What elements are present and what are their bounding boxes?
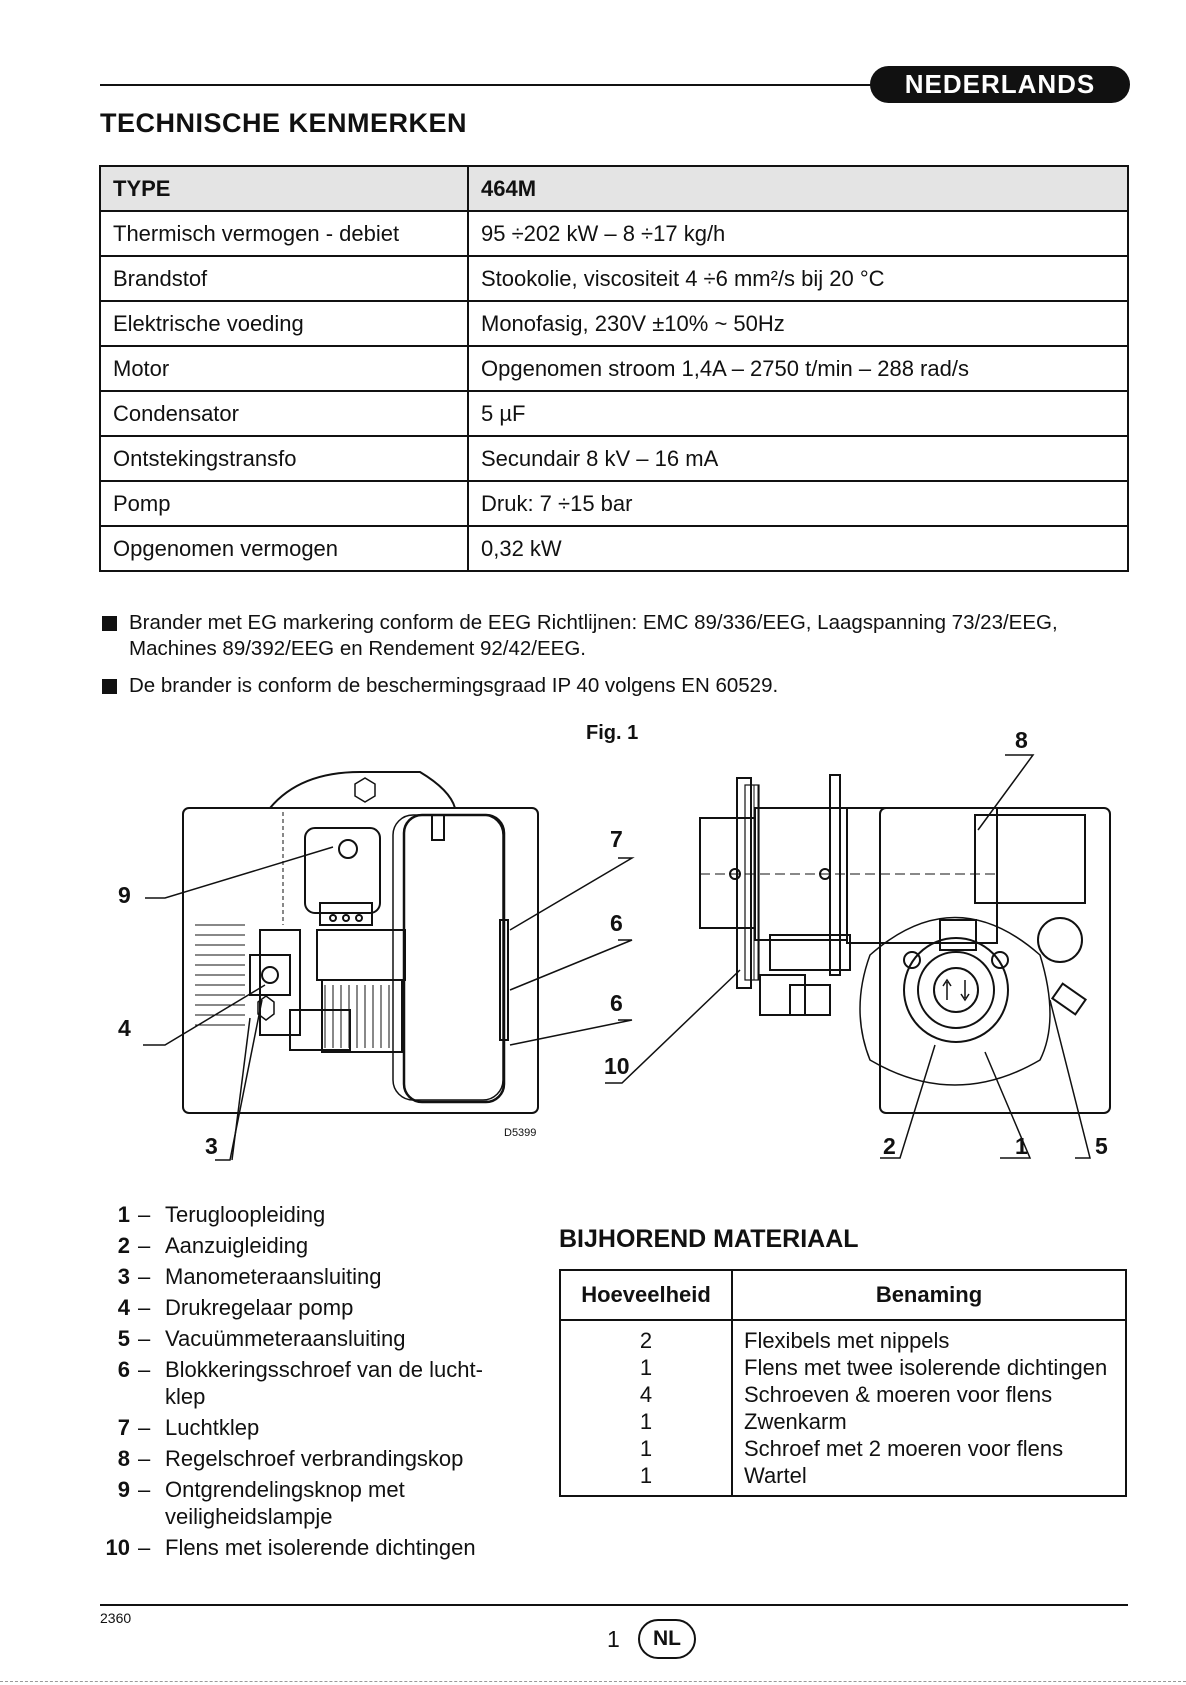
spec-value: 5 µF xyxy=(468,391,1128,436)
page-number: 1 xyxy=(607,1626,620,1652)
callout-6: 6 xyxy=(610,910,623,936)
name-cell: Wartel xyxy=(732,1462,1126,1496)
part-number: 1 xyxy=(117,1202,130,1227)
spec-value: 95 ÷202 kW – 8 ÷17 kg/h xyxy=(468,211,1128,256)
bullet-square-icon xyxy=(102,616,117,631)
callout-6b: 6 xyxy=(610,990,623,1016)
name-cell: Schroef met 2 moeren voor flens xyxy=(732,1435,1126,1462)
spec-value: 0,32 kW xyxy=(468,526,1128,571)
table-row xyxy=(560,1435,1126,1462)
part-dash: – xyxy=(138,1477,151,1502)
callout-10: 10 xyxy=(604,1053,630,1079)
callout-4: 4 xyxy=(118,1015,131,1041)
spec-row xyxy=(100,391,1128,436)
page-title: TECHNISCHE KENMERKEN xyxy=(100,108,468,138)
part-text: Manometeraansluiting xyxy=(165,1264,382,1289)
part-text: Aanzuigleiding xyxy=(165,1233,309,1258)
spec-header-label: TYPE xyxy=(100,166,468,211)
accessories-table xyxy=(559,1269,1127,1497)
spec-label: Motor xyxy=(100,346,468,391)
part-text xyxy=(165,1476,405,1530)
spec-row xyxy=(100,211,1128,256)
qty-cell: 2 xyxy=(560,1320,732,1354)
spec-row xyxy=(100,256,1128,301)
accessories-title: BIJHOREND MATERIAAL xyxy=(559,1225,859,1253)
spec-label: Thermisch vermogen - debiet xyxy=(100,211,468,256)
spec-label: Pomp xyxy=(100,481,468,526)
part-number: 3 xyxy=(117,1264,130,1289)
part-number: 5 xyxy=(117,1326,130,1351)
name-cell: Flens met twee isolerende dichtingen xyxy=(732,1354,1126,1381)
qty-cell: 4 xyxy=(560,1381,732,1408)
callout-7: 7 xyxy=(610,826,623,852)
spec-row xyxy=(100,526,1128,571)
side-view-drawing xyxy=(700,775,1110,1113)
table-row xyxy=(560,1381,1126,1408)
note-text: Brander met EG markering conform de EEG Richtlijnen: EMC 89/336/EEG, Laagspanning 73/23/EEG, Machines 89/392/EEG en Rendement 92/42/EEG. xyxy=(129,611,1058,660)
header-rule xyxy=(100,84,900,86)
part-dash: – xyxy=(138,1535,151,1560)
part-number: 6 xyxy=(117,1357,130,1382)
column-header-name: Benaming xyxy=(732,1270,1126,1320)
spec-row xyxy=(100,301,1128,346)
part-dash: – xyxy=(138,1264,151,1289)
footer-rule xyxy=(100,1604,1128,1606)
column-header-qty: Hoeveelheid xyxy=(560,1270,732,1320)
part-text: Terugloopleiding xyxy=(165,1202,326,1227)
spec-row xyxy=(100,481,1128,526)
spec-label: Elektrische voeding xyxy=(100,301,468,346)
qty-cell: 1 xyxy=(560,1435,732,1462)
name-cell: Zwenkarm xyxy=(732,1408,1126,1435)
spec-label: Opgenomen vermogen xyxy=(100,526,468,571)
note-item xyxy=(100,610,1130,662)
part-text: Flens met isolerende dichtingen xyxy=(165,1535,476,1560)
bullet-square-icon xyxy=(102,679,117,694)
callout-1: 1 xyxy=(1015,1133,1028,1159)
part-text: Regelschroef verbrandingskop xyxy=(165,1446,464,1471)
part-number: 9 xyxy=(117,1477,130,1502)
front-view-drawing xyxy=(183,772,538,1113)
callout-3: 3 xyxy=(205,1133,218,1159)
part-dash: – xyxy=(138,1233,151,1258)
note-text: De brander is conform de beschermingsgraad IP 40 volgens EN 60529. xyxy=(129,674,779,697)
spec-value: Monofasig, 230V ±10% ~ 50Hz xyxy=(468,301,1128,346)
spec-value: Stookolie, viscositeit 4 ÷6 mm²/s bij 20 °C xyxy=(468,256,1128,301)
spec-label: Condensator xyxy=(100,391,468,436)
language-badge: NEDERLANDS xyxy=(870,66,1130,103)
spec-header-row xyxy=(100,166,1128,211)
callout-2: 2 xyxy=(883,1133,896,1159)
part-text-line1: Blokkeringsschroef van de lucht- xyxy=(165,1357,483,1382)
table-row xyxy=(560,1462,1126,1496)
spec-table xyxy=(99,165,1129,572)
part-number: 4 xyxy=(117,1295,130,1320)
qty-cell: 1 xyxy=(560,1354,732,1381)
part-number: 7 xyxy=(117,1415,130,1440)
part-dash: – xyxy=(138,1446,151,1471)
spec-label: Brandstof xyxy=(100,256,468,301)
qty-cell: 1 xyxy=(560,1408,732,1435)
spec-label: Ontstekingstransfo xyxy=(100,436,468,481)
part-dash: – xyxy=(138,1202,151,1227)
callout-5: 5 xyxy=(1095,1133,1108,1159)
part-dash: – xyxy=(138,1415,151,1440)
spec-row xyxy=(100,436,1128,481)
document-code: 2360 xyxy=(100,1610,132,1626)
spec-row xyxy=(100,346,1128,391)
table-row xyxy=(560,1320,1126,1354)
part-text xyxy=(165,1356,483,1410)
burner-drawing xyxy=(100,740,1130,1180)
part-text: Drukregelaar pomp xyxy=(165,1295,354,1320)
compliance-notes xyxy=(100,610,1130,710)
part-text-line2: veiligheidslampje xyxy=(165,1504,333,1529)
spec-header-value: 464M xyxy=(468,166,1128,211)
qty-cell: 1 xyxy=(560,1462,732,1496)
name-cell: Schroeven & moeren voor flens xyxy=(732,1381,1126,1408)
spec-value: Druk: 7 ÷15 bar xyxy=(468,481,1128,526)
part-number: 2 xyxy=(117,1233,130,1258)
spec-value: Secundair 8 kV – 16 mA xyxy=(468,436,1128,481)
table-row xyxy=(560,1354,1126,1381)
accessories-header-row xyxy=(560,1270,1126,1320)
part-text-line2: klep xyxy=(165,1384,206,1409)
table-row xyxy=(560,1408,1126,1435)
part-number: 8 xyxy=(117,1446,130,1471)
name-cell: Flexibels met nippels xyxy=(732,1320,1126,1354)
part-dash: – xyxy=(138,1326,151,1351)
callout-9: 9 xyxy=(118,882,131,908)
callout-leaders xyxy=(143,755,1090,1160)
part-dash: – xyxy=(138,1295,151,1320)
part-dash: – xyxy=(138,1357,151,1382)
bottom-edge-dots xyxy=(0,1681,1186,1682)
drawing-code: D5399 xyxy=(504,1127,537,1139)
part-text: Vacuümmeteraansluiting xyxy=(165,1326,406,1351)
part-text-line1: Ontgrendelingsknop met xyxy=(165,1477,405,1502)
note-item xyxy=(100,673,1130,699)
figure-label: Fig. 1 xyxy=(586,722,639,744)
part-text: Luchtklep xyxy=(165,1415,260,1440)
callout-8: 8 xyxy=(1015,727,1028,753)
language-code-badge: NL xyxy=(638,1619,696,1659)
part-number: 10 xyxy=(105,1535,130,1560)
spec-value: Opgenomen stroom 1,4A – 2750 t/min – 288 rad/s xyxy=(468,346,1128,391)
